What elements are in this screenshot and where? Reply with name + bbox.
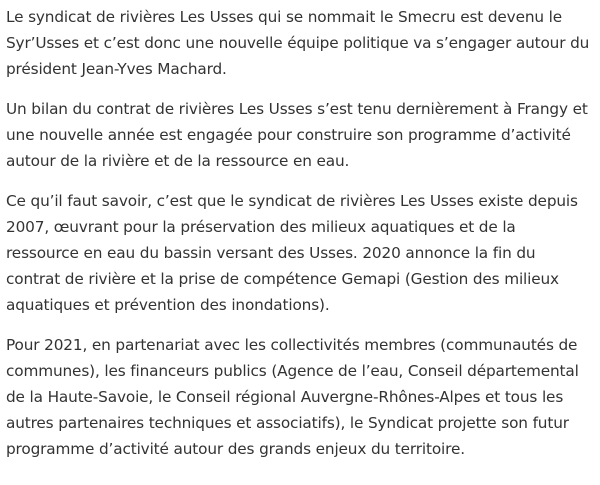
text-line: Pour 2021, en partenariat avec les collectivités membres (communautés de (6, 336, 578, 354)
text-line: autres partenaires techniques et associatifs), le Syndicat projette son futur (6, 414, 569, 432)
text-line: président Jean-Yves Machard. (6, 60, 227, 78)
text-line: communes), les financeurs publics (Agence de l’eau, Conseil départemental (6, 362, 579, 380)
text-line: contrat de rivière et la prise de compétence Gemapi (Gestion des milieux (6, 270, 559, 288)
text-line: Le syndicat de rivières Les Usses qui se nommait le Smecru est devenu le (6, 8, 562, 26)
paragraph-4 (6, 332, 596, 462)
text-line: programme d’activité autour des grands enjeux du territoire. (6, 440, 465, 458)
paragraph-2 (6, 96, 596, 174)
text-line: une nouvelle année est engagée pour construire son programme d’activité (6, 126, 571, 144)
text-line: Ce qu’il faut savoir, c’est que le syndicat de rivières Les Usses existe depuis (6, 192, 578, 210)
text-line: Syr’Usses et c’est donc une nouvelle équipe politique va s’engager autour du (6, 34, 590, 52)
article-body (6, 4, 596, 476)
paragraph-3 (6, 188, 596, 318)
text-line: Un bilan du contrat de rivières Les Usses s’est tenu dernièrement à Frangy et (6, 100, 588, 118)
text-line: de la Haute-Savoie, le Conseil régional Auvergne-Rhônes-Alpes et tous les (6, 388, 564, 406)
text-line: ressource en eau du bassin versant des Usses. 2020 annonce la fin du (6, 244, 536, 262)
text-line: autour de la rivière et de la ressource en eau. (6, 152, 350, 170)
text-line: aquatiques et prévention des inondations). (6, 296, 330, 314)
text-line: 2007, œuvrant pour la préservation des milieux aquatiques et de la (6, 218, 516, 236)
paragraph-1 (6, 4, 596, 82)
